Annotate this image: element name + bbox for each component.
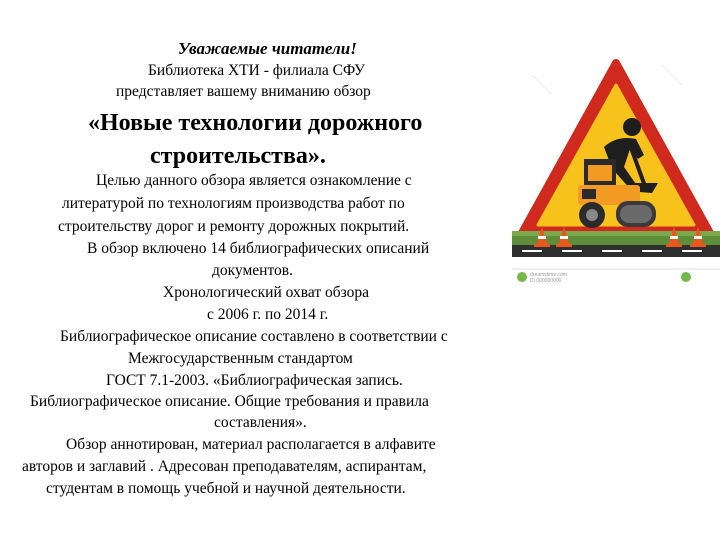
paragraph-line: студентам в помощь учебной и научной деятельности. [46, 480, 406, 497]
paragraph-line: В обзор включено 14 библиографических описаний [87, 240, 430, 257]
paragraph-line: литературой по технологиям производства работ по [62, 195, 405, 212]
stock-logo-icon [681, 272, 691, 282]
intro-line-2: представляет вашему вниманию обзор [116, 83, 371, 100]
stock-watermark [512, 269, 720, 284]
paragraph-line: Библиографическое описание. Общие требования и правила [30, 393, 429, 410]
paragraph-line: строительству дорог и ремонту дорожных покрытий. [58, 218, 410, 235]
stock-watermark-text: ID 000000000 [530, 278, 562, 284]
paragraph-line: авторов и заглавий . Адресован преподавателям, аспирантам, [22, 458, 427, 475]
paragraph-line: с 2006 г. по 2014 г. [207, 306, 329, 323]
paragraph-line: Обзор аннотирован, материал располагается в алфавите [66, 436, 436, 453]
paragraph-line: Целью данного обзора является ознакомление с [96, 172, 412, 189]
stock-logo-icon [517, 272, 527, 282]
paragraph-line: Библиографическое описание составлено в соответствии с [60, 328, 448, 345]
review-title-line-2: строительства». [150, 143, 326, 169]
paragraph-line: ГОСТ 7.1-2003. «Библиографическая запись. [106, 372, 403, 389]
stock-watermark-text: dreamstime.com [530, 272, 567, 278]
paragraph-line: составления». [214, 414, 307, 431]
intro-line-1: Библиотека ХТИ - филиала СФУ [148, 62, 365, 79]
road-works-sign-icon [512, 55, 720, 285]
paragraph-line: Хронологический охват обзора [163, 284, 370, 301]
greeting: Уважаемые читатели! [178, 39, 357, 58]
paragraph-line: документов. [212, 262, 293, 279]
review-title-line-1: «Новые технологии дорожного [88, 110, 423, 136]
paragraph-line: Межгосударственным стандартом [128, 350, 353, 367]
